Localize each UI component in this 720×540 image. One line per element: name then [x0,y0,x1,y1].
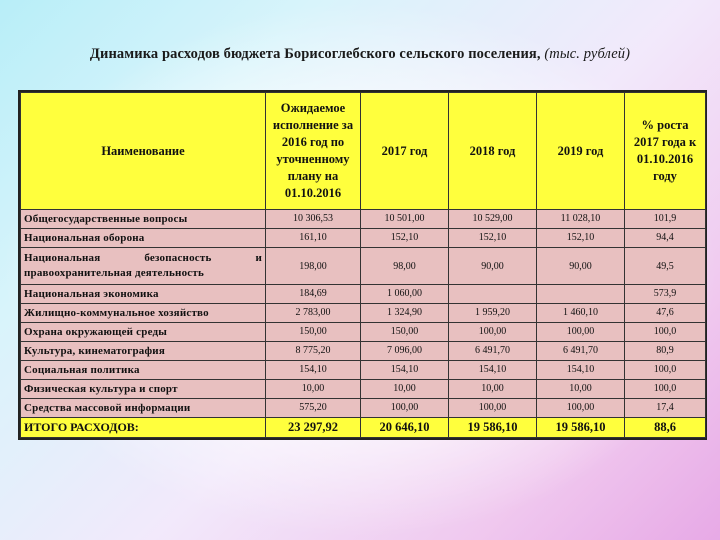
row-value: 1 324,90 [361,304,449,323]
row-value: 575,20 [266,399,361,418]
row-value: 90,00 [537,248,625,285]
row-value: 154,10 [361,361,449,380]
row-value: 100,00 [361,399,449,418]
row-value: 100,00 [537,399,625,418]
row-value: 10,00 [537,380,625,399]
row-name: Национальная оборона [21,229,266,248]
budget-table-container [18,90,707,440]
row-value: 100,00 [449,323,537,342]
row-value: 10,00 [361,380,449,399]
budget-table [20,92,706,438]
row-name: Жилищно-коммунальное хозяйство [21,304,266,323]
total-value: 20 646,10 [361,418,449,438]
table-row [21,342,706,361]
total-value: 19 586,10 [537,418,625,438]
header-name: Наименование [21,93,266,210]
row-value: 47,6 [625,304,706,323]
row-value: 101,9 [625,210,706,229]
row-value: 154,10 [537,361,625,380]
total-label: ИТОГО РАСХОДОВ: [21,418,266,438]
header-growth-percent: % роста 2017 года к 01.10.2016 году [625,93,706,210]
row-name: Культура, кинематография [21,342,266,361]
header-2017: 2017 год [361,93,449,210]
row-value: 198,00 [266,248,361,285]
row-value: 1 460,10 [537,304,625,323]
row-value: 94,4 [625,229,706,248]
row-value: 11 028,10 [537,210,625,229]
header-2018: 2018 год [449,93,537,210]
row-value: 100,0 [625,380,706,399]
row-value: 8 775,20 [266,342,361,361]
row-value: 6 491,70 [537,342,625,361]
row-value: 10 306,53 [266,210,361,229]
row-value: 154,10 [266,361,361,380]
table-row [21,380,706,399]
row-name: Национальная безопасность и правоохранительная деятельность [21,248,266,285]
row-value: 90,00 [449,248,537,285]
header-expected-2016: Ожидаемое исполнение за 2016 год по уточненному плану на 01.10.2016 [266,93,361,210]
row-name: Физическая культура и спорт [21,380,266,399]
title-unit: (тыс. рублей) [544,46,631,62]
row-value: 10 529,00 [449,210,537,229]
page-title [0,46,720,63]
row-value: 161,10 [266,229,361,248]
row-value [449,285,537,304]
table-row [21,229,706,248]
row-name: Национальная экономика [21,285,266,304]
row-value: 7 096,00 [361,342,449,361]
row-value: 49,5 [625,248,706,285]
row-value: 1 959,20 [449,304,537,323]
row-value: 152,10 [361,229,449,248]
table-row [21,323,706,342]
row-name: Общегосударственные вопросы [21,210,266,229]
table-row [21,304,706,323]
row-value: 1 060,00 [361,285,449,304]
title-main: Динамика расходов бюджета Борисоглебского сельского поселения, [89,46,541,62]
table-row [21,210,706,229]
row-value: 150,00 [361,323,449,342]
table-row [21,399,706,418]
header-2019: 2019 год [537,93,625,210]
row-name: Социальная политика [21,361,266,380]
table-row [21,248,706,285]
row-value: 100,00 [449,399,537,418]
table-row [21,285,706,304]
row-name: Охрана окружающей среды [21,323,266,342]
row-value: 100,00 [537,323,625,342]
row-value: 150,00 [266,323,361,342]
row-value: 10,00 [266,380,361,399]
total-value: 88,6 [625,418,706,438]
row-value: 573,9 [625,285,706,304]
row-value: 98,00 [361,248,449,285]
row-name: Средства массовой информации [21,399,266,418]
table-row [21,361,706,380]
total-value: 19 586,10 [449,418,537,438]
row-value: 152,10 [449,229,537,248]
row-value: 154,10 [449,361,537,380]
row-value [537,285,625,304]
row-value: 2 783,00 [266,304,361,323]
row-value: 6 491,70 [449,342,537,361]
table-total-row [21,418,706,438]
row-value: 100,0 [625,361,706,380]
total-value: 23 297,92 [266,418,361,438]
row-value: 17,4 [625,399,706,418]
row-value: 152,10 [537,229,625,248]
row-value: 10,00 [449,380,537,399]
table-header-row [21,93,706,210]
row-value: 10 501,00 [361,210,449,229]
row-value: 184,69 [266,285,361,304]
row-value: 100,0 [625,323,706,342]
row-value: 80,9 [625,342,706,361]
